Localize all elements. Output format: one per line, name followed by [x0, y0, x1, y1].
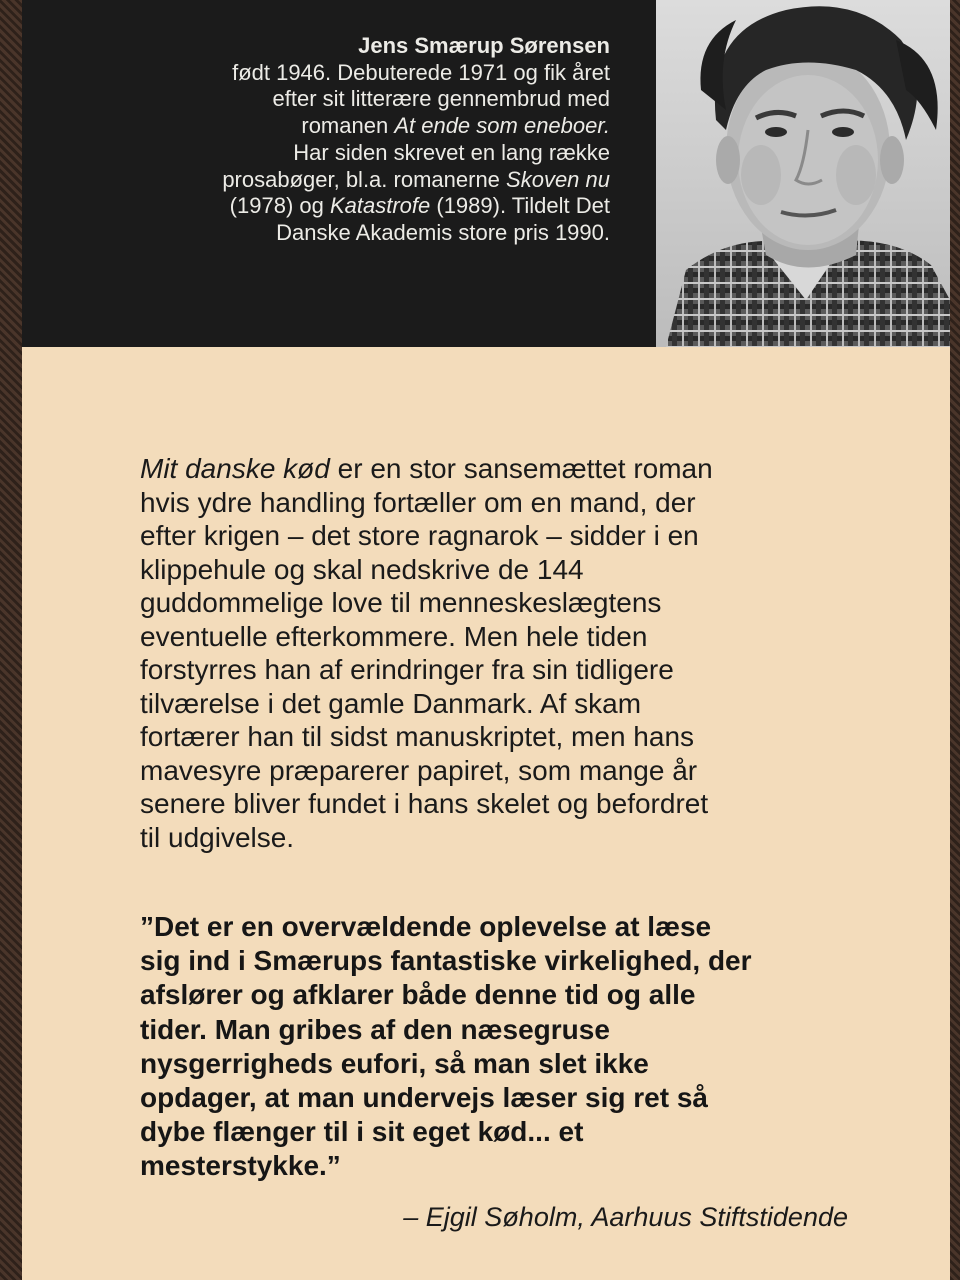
quote-line: dybe flænger til i sit eget kød... et: [140, 1116, 584, 1148]
book-back-cover: [22, 0, 950, 1280]
bio-line: [22, 60, 610, 87]
review-attribution: – Ejgil Søholm, Aarhuus Stiftstidende: [403, 1202, 848, 1232]
blurb-line: tilværelse i det gamle Danmark. Af skam: [140, 687, 642, 719]
quote-line: afslører og afklarer både denne tid og alle: [140, 979, 696, 1011]
blurb-line: guddommelige love til menneskeslægtens: [140, 587, 662, 618]
quote-line: tider. Man gribes af den næsegruse: [140, 1013, 610, 1045]
blurb-line: forstyrres han af erindringer fra sin tidligere: [140, 654, 674, 685]
blurb-line: klippehule og skal nedskrive de 144: [140, 553, 584, 585]
blurb-line: mavesyre præparerer papiret, som mange år: [140, 754, 698, 786]
blurb-line: senere bliver fundet i hans skelet og befordret: [140, 788, 709, 819]
bio-text: prosabøger, bl.a. romanerne: [222, 166, 507, 192]
bio-line: [22, 220, 610, 247]
bio-line: [22, 167, 610, 194]
quote-line: sig ind i Smærups fantastiske virkelighed, der: [140, 945, 752, 977]
quote-line: opdager, at man undervejs læser sig ret så: [140, 1082, 708, 1114]
book-title-skoven-nu: Skoven nu: [506, 166, 610, 192]
blurb-line: fortærer han til sidst manuskriptet, men hans: [140, 721, 695, 752]
book-title-mit-danske-kod: Mit danske kød: [140, 453, 330, 484]
blurb-line: hvis ydre handling fortæller om en mand, der: [140, 486, 696, 518]
bio-line: [22, 140, 610, 167]
author-band: [22, 0, 950, 347]
book-blurb: [140, 452, 860, 854]
bio-text: Danske Akademis store pris 1990.: [276, 219, 610, 245]
author-photo: [656, 0, 950, 347]
bio-text: født 1946. Debuterede 1971 og fik året: [232, 59, 610, 85]
author-bio: [22, 33, 610, 247]
blurb-line: efter krigen – det store ragnarok – sidder i en: [140, 520, 699, 551]
quote-line: nysgerrigheds eufori, så man slet ikke: [140, 1047, 649, 1079]
bio-line: [22, 193, 610, 220]
blurb-text: er en stor sansemættet roman: [329, 453, 713, 484]
quote-line: ”Det er en overvældende oplevelse at læse: [140, 911, 712, 942]
bio-text: (1989). Tildelt Det: [430, 193, 610, 219]
author-portrait-image: [656, 0, 950, 347]
blurb-line: til udgivelse.: [140, 821, 295, 853]
review-quote: [140, 910, 880, 1184]
author-name: Jens Smærup Sørensen: [358, 33, 610, 58]
book-title-at-ende-som-eneboer: At ende som eneboer.: [394, 113, 610, 139]
bio-line: [22, 86, 610, 113]
bio-text: (1978) og: [229, 193, 330, 219]
blurb-line: eventuelle efterkommere. Men hele tiden: [140, 620, 648, 652]
bio-text: romanen: [301, 113, 395, 139]
bio-text: efter sit litterære gennembrud med: [272, 86, 610, 112]
blurb-line: [140, 452, 860, 486]
bio-line: [22, 113, 610, 140]
book-title-katastrofe: Katastrofe: [329, 193, 431, 219]
quote-line: mesterstykke.”: [140, 1150, 341, 1182]
bio-text: Har siden skrevet en lang række: [293, 139, 610, 165]
